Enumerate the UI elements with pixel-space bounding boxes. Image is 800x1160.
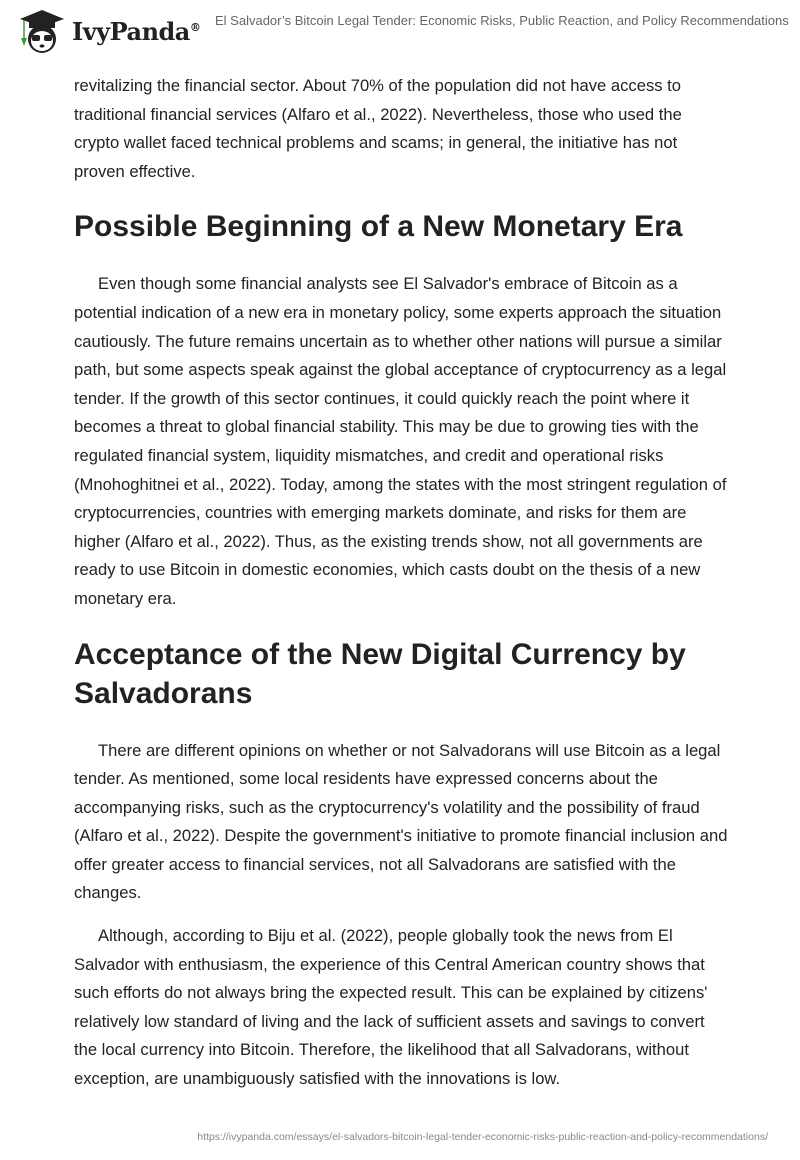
section-heading: Acceptance of the New Digital Currency by Salvadorans bbox=[74, 637, 686, 710]
paragraph: revitalizing the financial sector. About 70% of the population did not have access to traditional financial services (Alfaro et al., 2022). Nevertheless, those who used the crypto wallet faced technical problems and scams; in general, the initiative has not proven effective. bbox=[74, 76, 682, 181]
source-url[interactable]: https://ivypanda.com/essays/el-salvadors-bitcoin-legal-tender-economic-risks-public-reaction-and-policy-recommendations/ bbox=[197, 1131, 768, 1143]
panda-logo-icon bbox=[16, 8, 66, 54]
logo[interactable] bbox=[16, 8, 200, 54]
header bbox=[0, 0, 800, 55]
paragraph: Although, according to Biju et al. (2022), people globally took the news from El Salvador with enthusiasm, the experience of this Central American country shows that such efforts do not always bring the expected result. This can be explained by citizens' relatively low standard of living and the lack of sufficient assets and savings to convert the local currency into Bitcoin. Therefore, the likelihood that all Salvadorans, without exception, are unambiguously satisfied with the innovations is low. bbox=[74, 926, 708, 1089]
paragraph: Even though some financial analysts see El Salvador's embrace of Bitcoin as a potential indication of a new era in monetary policy, some experts approach the situation cautiously. The future remains uncertain as to whether other nations will pursue a similar path, but some aspects speak against the global acceptance of cryptocurrency as a legal tender. If the growth of this sector continues, it could quickly reach the point where it becomes a threat to global financial stability. This may be due to growing ties with the regulated financial system, liquidity mismatches, and credit and operational risks (Mnohoghitnei et al., 2022). Today, among the states with the most stringent regulation of cryptocurrencies, countries with emerging markets dominate, and risks for them are higher (Alfaro et al., 2022). Thus, as the existing trends show, not all governments are ready to use Bitcoin in domestic economies, which casts doubt on the thesis of a new monetary era. bbox=[74, 274, 727, 608]
logo-text: IvyPanda® bbox=[72, 16, 201, 46]
document-title: El Salvador’s Bitcoin Legal Tender: Economic Risks, Public Reaction, and Policy Recommendations bbox=[215, 13, 789, 28]
section-heading: Possible Beginning of a New Monetary Era bbox=[74, 210, 683, 244]
paragraph: There are different opinions on whether or not Salvadorans will use Bitcoin as a legal tender. As mentioned, some local residents have expressed concerns about the accompanying risks, such as the cryptocurrency's volatility and the possibility of fraud (Alfaro et al., 2022). Despite the government's initiative to promote financial inclusion and offer greater access to financial services, not all Salvadorans are satisfied with the changes. bbox=[74, 740, 728, 903]
essay-content bbox=[74, 72, 730, 1108]
